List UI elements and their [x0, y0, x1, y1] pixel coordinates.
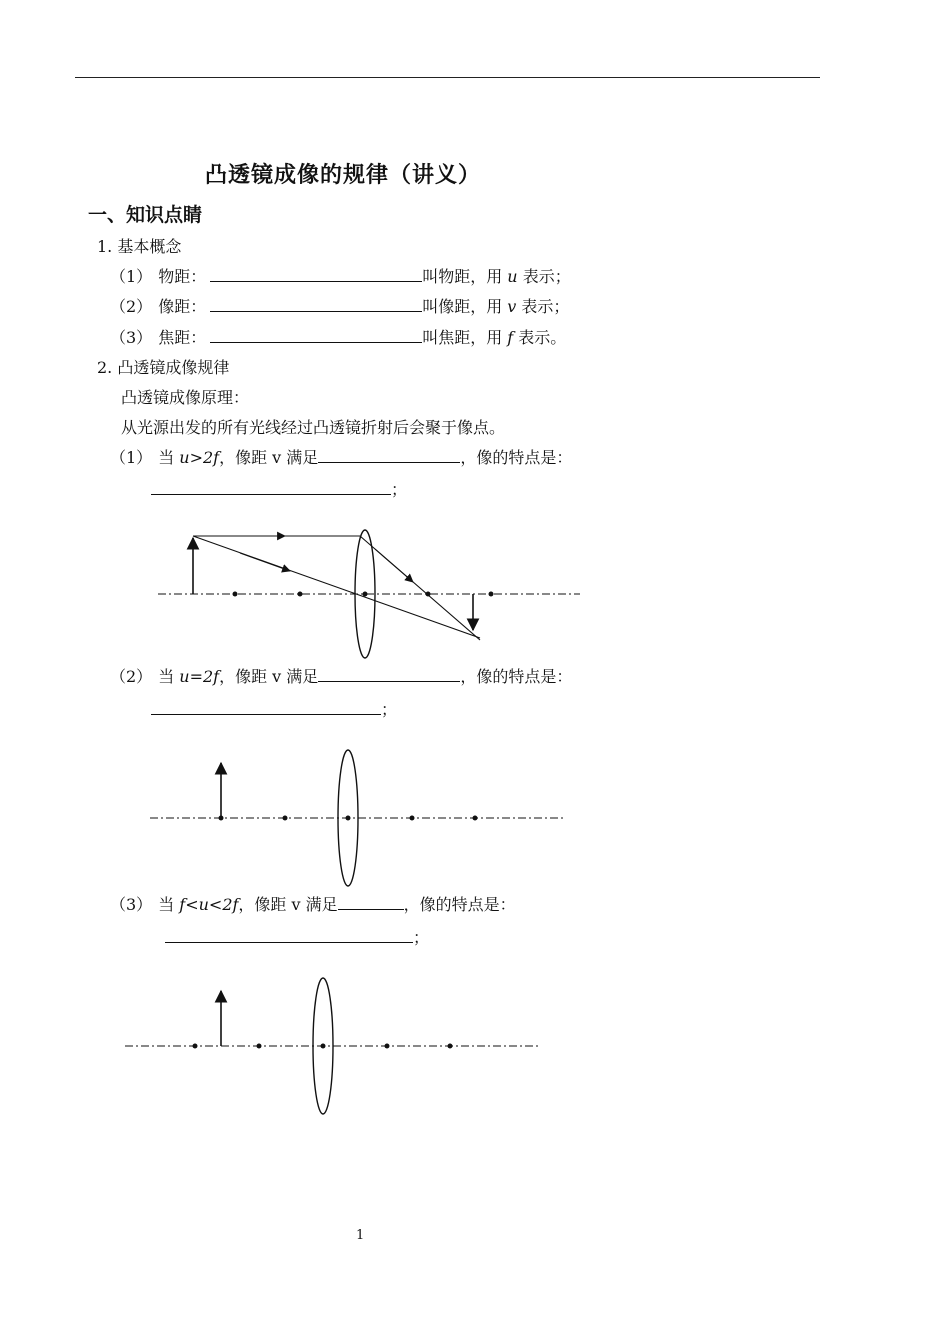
line-end: ； — [381, 700, 398, 719]
line-end: ； — [391, 480, 408, 499]
item-suffix-end: 表示； — [517, 267, 571, 286]
item-variable: u — [507, 267, 518, 286]
item-label: 焦距： — [158, 328, 207, 347]
optical-center — [321, 1044, 326, 1049]
item-label: 像距： — [158, 297, 207, 316]
case-number: （3） — [110, 895, 153, 914]
item-label: 物距： — [158, 267, 207, 286]
case-tail: ，像的特点是： — [460, 448, 573, 467]
principle-label: 凸透镜成像原理： — [121, 388, 250, 407]
item-suffix: 叫像距，用 — [422, 297, 508, 316]
case-prefix: 当 — [158, 667, 180, 686]
case-mid: ，像距 v 满足 — [219, 667, 319, 686]
principle-text: 从光源出发的所有光线经过凸透镜折射后会聚于像点。 — [121, 418, 506, 437]
case-mid: ，像距 v 满足 — [238, 895, 338, 914]
case-condition: f<u<2f — [179, 895, 239, 914]
case-tail: ，像的特点是： — [460, 667, 573, 686]
page-title: 凸透镜成像的规律（讲义） — [205, 163, 482, 188]
case-mid: ，像距 v 满足 — [219, 448, 319, 467]
focal-point-2f-right — [448, 1044, 453, 1049]
focal-point-f — [257, 1044, 262, 1049]
item-number: （3） — [110, 328, 153, 347]
case-prefix: 当 — [158, 448, 180, 467]
item-variable: f — [507, 328, 514, 347]
rule-heading: 2. 凸透镜成像规律 — [97, 358, 230, 377]
item-suffix-end: 表示。 — [513, 328, 567, 347]
item-suffix-end: 表示； — [516, 297, 570, 316]
line-end: ； — [413, 928, 430, 947]
case-number: （1） — [110, 448, 153, 467]
item-suffix: 叫焦距，用 — [422, 328, 508, 347]
page-number: 1 — [356, 1228, 365, 1243]
item-variable: v — [507, 297, 517, 316]
case-condition: u>2f — [179, 448, 220, 467]
concept-heading: 1. 基本概念 — [97, 237, 182, 256]
case-prefix: 当 — [158, 895, 180, 914]
item-number: （1） — [110, 267, 153, 286]
item-suffix: 叫物距，用 — [422, 267, 508, 286]
focal-point-2f — [193, 1044, 198, 1049]
section-heading: 一、知识点睛 — [88, 204, 203, 226]
item-number: （2） — [110, 297, 153, 316]
focal-point-f-right — [385, 1044, 390, 1049]
case-number: （2） — [110, 667, 153, 686]
case-condition: u=2f — [179, 667, 220, 686]
case-tail: ，像的特点是： — [403, 895, 516, 914]
